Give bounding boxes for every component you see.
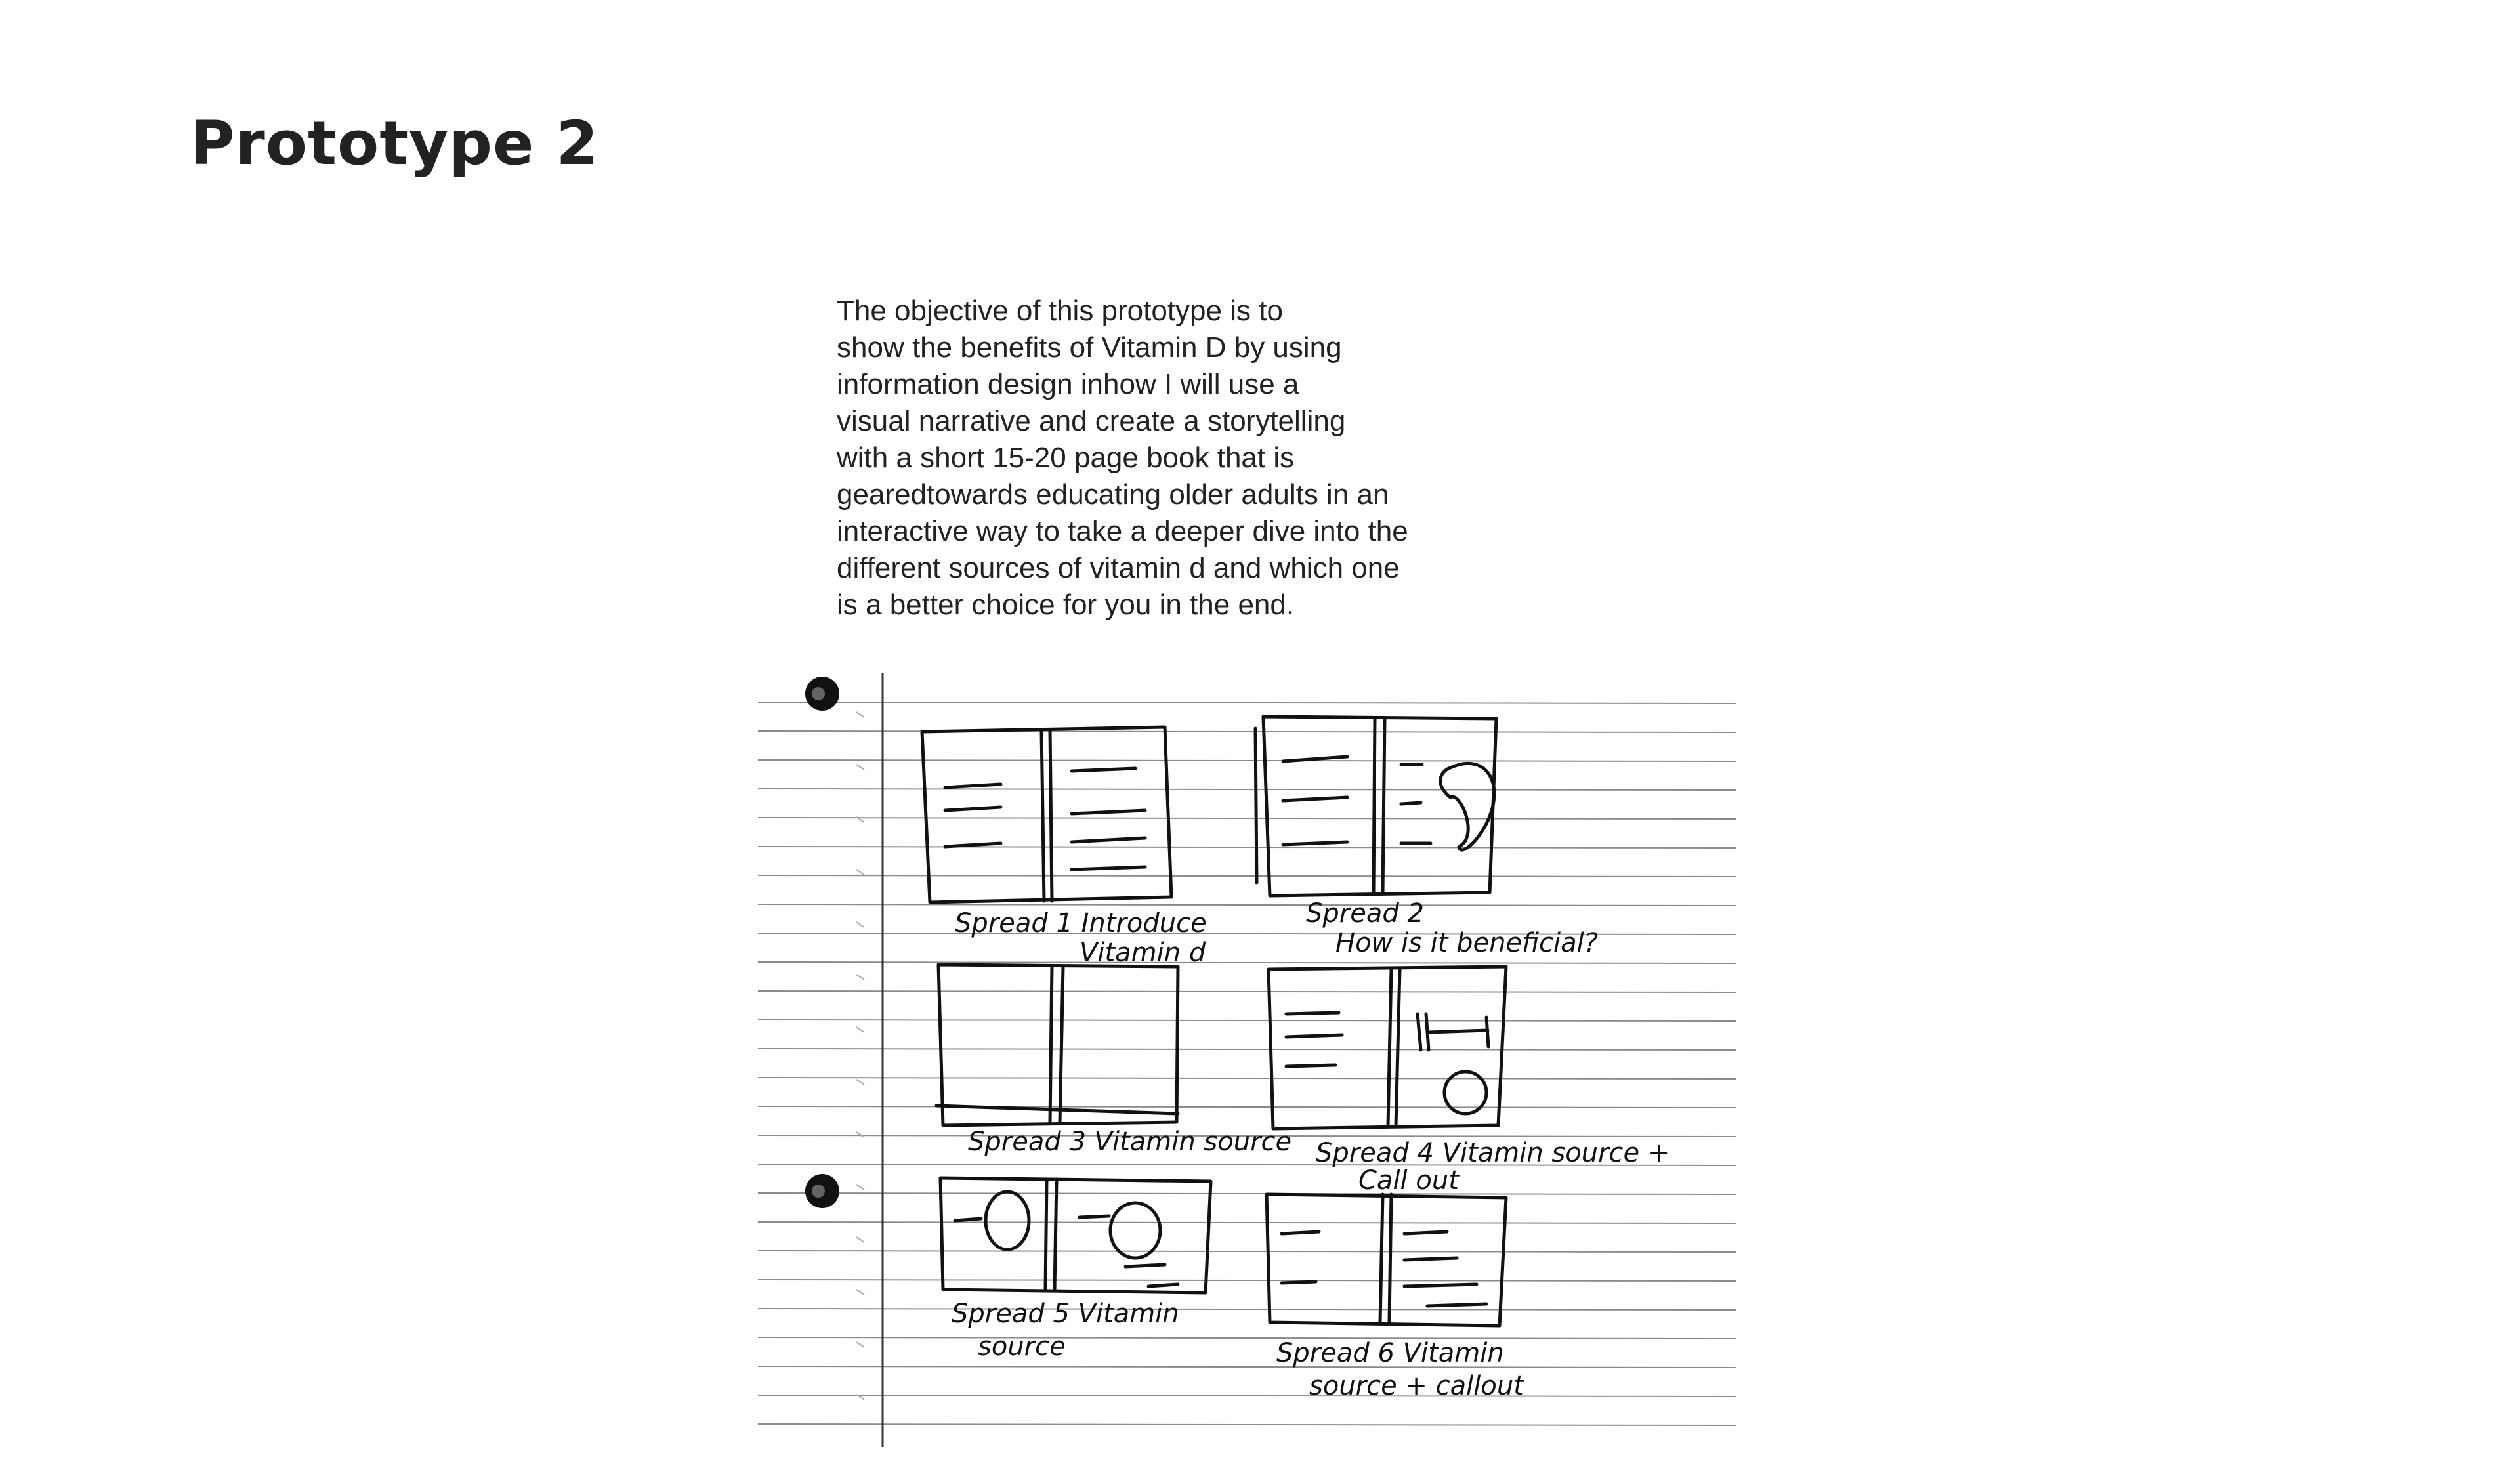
- description-line: information design inhow I will use a: [837, 368, 1299, 400]
- description-line: visual narrative and create a storytelling: [837, 405, 1346, 437]
- description-line: gearedtowards educating older adults in an: [837, 478, 1389, 511]
- spread-3-caption: Spread 3 Vitamin source: [968, 1127, 1292, 1157]
- description-line: show the benefits of Vitamin D by using: [837, 331, 1342, 364]
- description-line: interactive way to take a deeper dive into the: [837, 515, 1408, 547]
- spread-2-caption: How is it beneficial?: [1335, 928, 1598, 958]
- sketch-image: [758, 673, 1736, 1447]
- description-paragraph: [837, 293, 1493, 623]
- description-line: with a short 15-20 page book that is: [837, 442, 1295, 474]
- page-title: Prototype 2: [190, 108, 599, 178]
- description-line: is a better choice for you in the end.: [837, 589, 1295, 621]
- spread-1-caption: Spread 1 Introduce: [955, 908, 1207, 938]
- spread-6-caption: source + callout: [1309, 1371, 1524, 1401]
- description-line: different sources of vitamin d and which one: [837, 552, 1400, 584]
- description-line: The objective of this prototype is to: [837, 295, 1283, 327]
- notebook-sketch: [758, 673, 1736, 1447]
- spread-4-caption: Spread 4 Vitamin source +: [1316, 1138, 1670, 1168]
- spread-5-caption: source: [978, 1332, 1066, 1362]
- spread-6-caption: Spread 6 Vitamin: [1276, 1338, 1504, 1368]
- spread-4-caption: Call out: [1358, 1166, 1459, 1196]
- spread-1-caption: Vitamin d: [1080, 938, 1206, 968]
- spread-2-caption: Spread 2: [1306, 898, 1424, 929]
- spread-5-caption: Spread 5 Vitamin: [952, 1299, 1179, 1329]
